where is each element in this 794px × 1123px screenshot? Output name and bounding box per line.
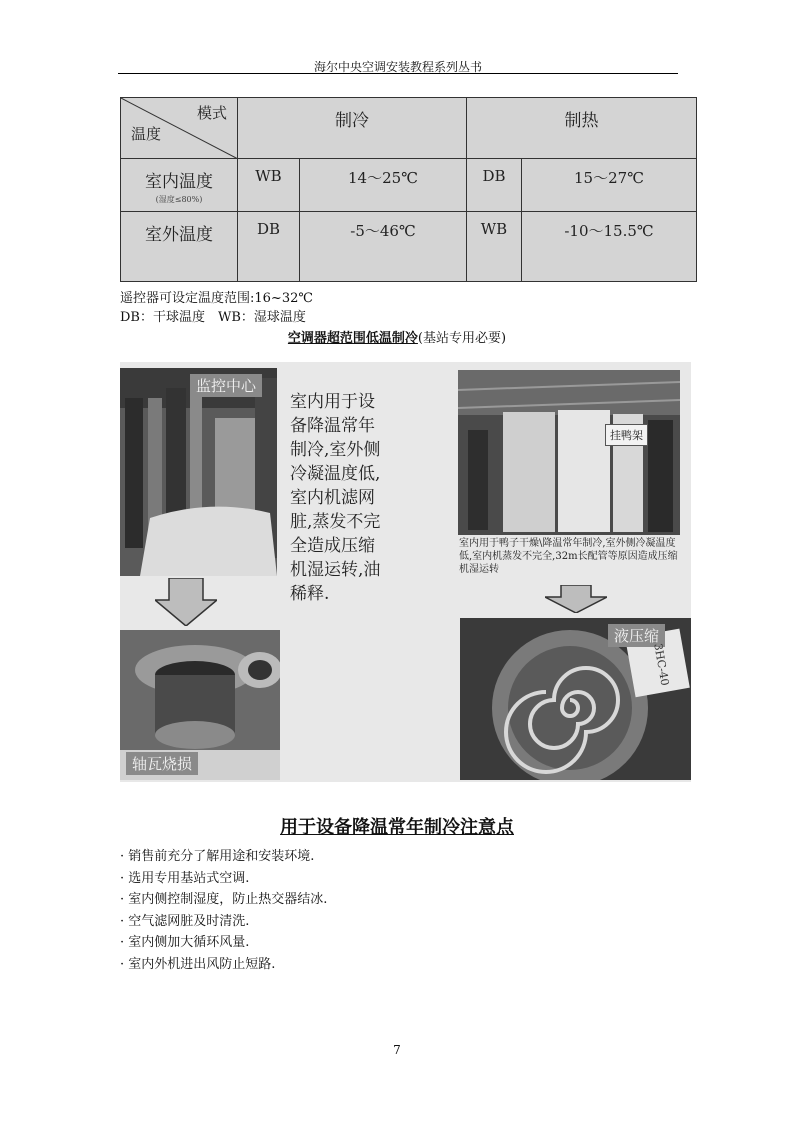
subtitle-rest: (基站专用必要): [417, 331, 507, 346]
row-sublabel-indoor: (湿度≤80%): [155, 195, 203, 204]
remote-range-note: 遥控器可设定温度范围:16~32℃: [120, 291, 313, 306]
header-rule: [118, 73, 678, 74]
cell-indoor-cool-type: WB: [238, 159, 300, 212]
cell-outdoor-heat-range: -10～15.5℃: [522, 212, 697, 282]
db-wb-legend: DB：干球温度 WB：湿球温度: [120, 310, 306, 325]
subtitle-bold: 空调器超范围低温制冷: [287, 331, 418, 346]
list-item: · 室内侧控制湿度，防止热交器结冰.: [120, 889, 327, 911]
cell-indoor-heat-type: DB: [467, 159, 522, 212]
photo-monitor-center: [120, 368, 277, 576]
row-label-outdoor: 室外温度: [121, 212, 238, 282]
photo-indoor-units: [458, 370, 680, 535]
cell-outdoor-cool-range: -5～46℃: [300, 212, 467, 282]
corner-mode-label: 模式: [196, 104, 227, 122]
tag-monitor-center: 监控中心: [190, 374, 262, 397]
corner-temp-label: 温度: [131, 125, 162, 143]
indoor-units-image: [458, 370, 680, 535]
temperature-table: [120, 97, 697, 282]
tag-rack: 挂鸭架: [605, 424, 648, 446]
list-item: · 室内侧加大循环风量.: [120, 932, 327, 954]
section-heading: 用于设备降温常年制冷注意点: [280, 817, 514, 838]
tag-bearing: 轴瓦烧损: [126, 752, 198, 775]
down-arrow-left: [155, 578, 217, 626]
cell-outdoor-heat-type: WB: [467, 212, 522, 282]
small-caption: 室内用于鸭子干燥\降温常年制冷,室外侧冷凝温度低,室内机蒸发不完全,32m长配管等原因造成压缩机湿运转: [459, 538, 678, 575]
photo-bearing: [120, 630, 280, 780]
big-caption: 室内用于设备降温常年制冷,室外侧冷凝温度低,室内机滤网脏,蒸发不完全造成压缩机湿运转,油稀释.: [290, 392, 381, 604]
photo-compressor: [460, 618, 691, 780]
row-label-indoor: [121, 159, 238, 212]
points-list: [120, 846, 327, 975]
row-label-indoor-text: 室内温度: [145, 172, 213, 192]
page-number: 7: [393, 1043, 401, 1057]
cell-outdoor-cool-type: DB: [238, 212, 300, 282]
tag-compressor: 液压缩: [608, 624, 665, 647]
page-header: 海尔中央空调安装教程系列丛书: [313, 60, 482, 74]
cell-indoor-heat-range: 15～27℃: [522, 159, 697, 212]
list-item: · 选用专用基站式空调.: [120, 868, 327, 890]
list-item: · 销售前充分了解用途和安装环境.: [120, 846, 327, 868]
monitor-center-image: [120, 368, 277, 576]
cell-indoor-cool-range: 14～25℃: [300, 159, 467, 212]
section-subtitle: [0, 327, 794, 346]
sticker-label: 3HC-40: [651, 642, 672, 687]
list-item: · 室内外机进出风防止短路.: [120, 954, 327, 976]
table-corner-cell: [121, 98, 238, 159]
header-heat: 制热: [467, 98, 697, 159]
list-item: · 空气滤网脏及时清洗.: [120, 911, 327, 933]
down-arrow-right: [545, 585, 607, 613]
header-cool: 制冷: [238, 98, 467, 159]
